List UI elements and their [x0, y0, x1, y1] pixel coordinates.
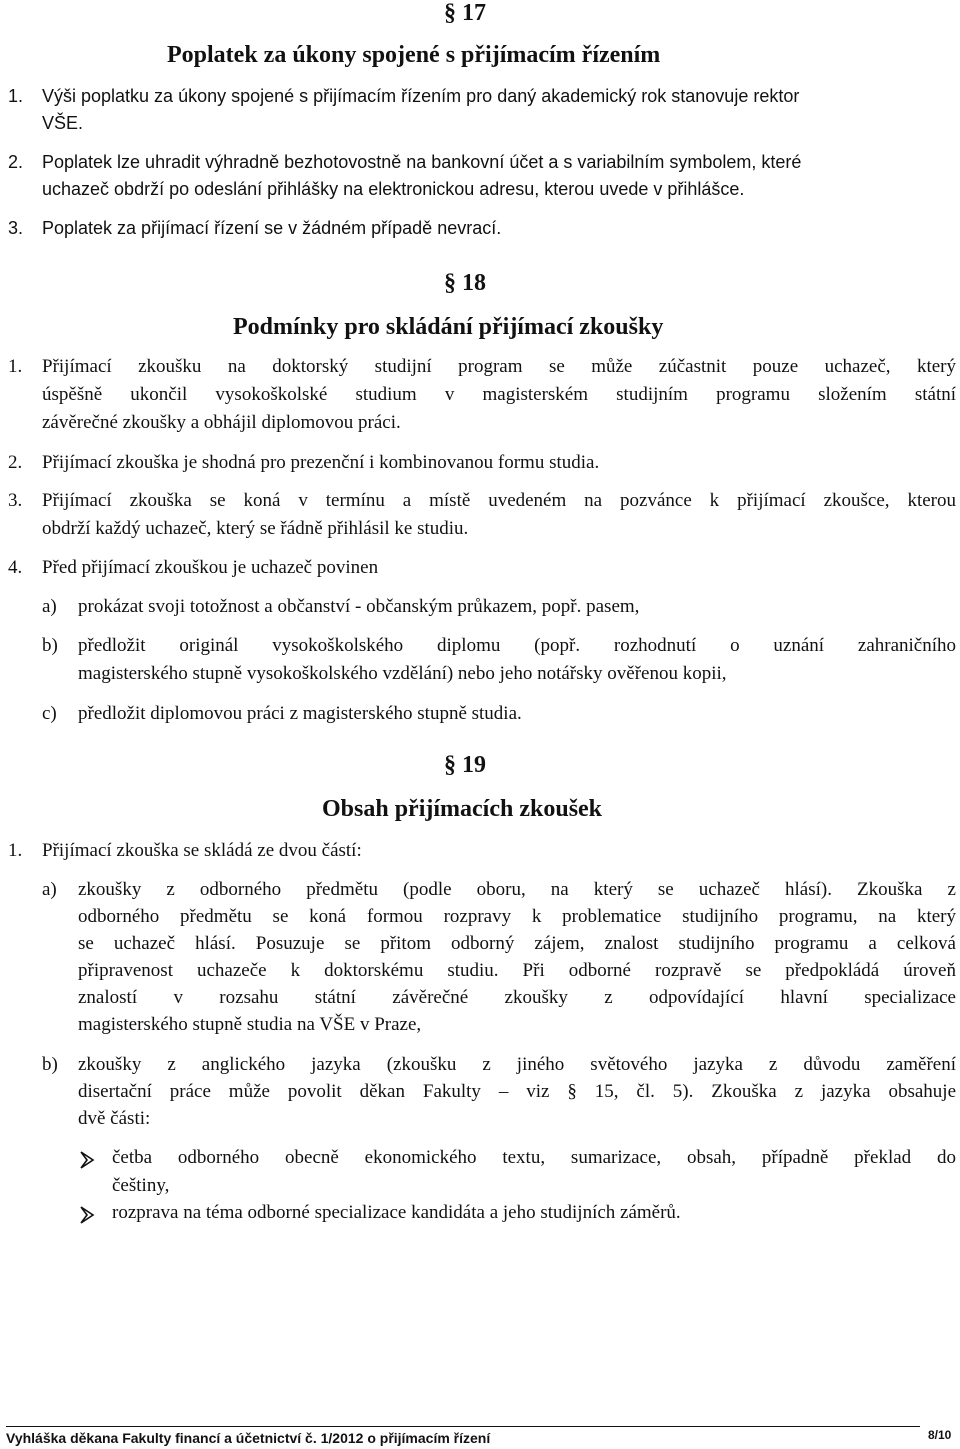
s18-sub-b-label: b) — [42, 635, 58, 656]
s18-sub-a-label: a) — [42, 596, 57, 617]
s17-item-3-line-1: Poplatek za přijímací řízení se v žádném případě nevrací. — [42, 218, 502, 238]
s18-sub-a-line-1: prokázat svoji totožnost a občanství - občanským průkazem, popř. pasem, — [78, 596, 640, 617]
s17-item-2-line-2: uchazeč obdrží po odeslání přihlášky na elektronickou adresu, kterou uvede v přihlášce. — [42, 179, 745, 199]
s19-sub-b-line-1: zkoušky z anglického jazyka (zkoušku z jiného světového jazyka z důvodu zaměření — [78, 1054, 956, 1075]
s18-sub-b-line-2: magisterského stupně vysokoškolského vzdělání) nebo jeho notářsky ověřenou kopii, — [78, 663, 727, 684]
s18-item-3-line-1: Přijímací zkouška se koná v termínu a místě uvedeném na pozvánce k přijímací zkoušce, kterou — [42, 490, 956, 511]
s17-item-1-number: 1. — [8, 86, 24, 106]
section-18-number: § 18 — [444, 270, 486, 296]
s18-item-4-number: 4. — [8, 557, 23, 578]
s18-sub-c-line-1: předložit diplomovou práci z magisterského stupně studia. — [78, 703, 522, 724]
s18-item-1-line-2: úspěšně ukončil vysokoškolské studium v magisterském studijním programu složením státní — [42, 384, 956, 405]
s19-bullet-1-line-1: četba odborného obecně ekonomického textu, sumarizace, obsah, případně překlad do — [112, 1147, 956, 1168]
s17-item-3-number: 3. — [8, 218, 24, 238]
s18-item-1-number: 1. — [8, 356, 23, 377]
s19-sub-b-label: b) — [42, 1054, 58, 1075]
s18-item-1-line-3: závěrečné zkoušky a obhájil diplomovou práci. — [42, 412, 401, 433]
s18-sub-c-label: c) — [42, 703, 57, 724]
s18-item-1-line-1: Přijímací zkoušku na doktorský studijní program se může zúčastnit pouze uchazeč, který — [42, 356, 956, 377]
s18-item-3-number: 3. — [8, 490, 23, 511]
s18-item-3-line-2: obdrží každý uchazeč, který se řádně přihlásil ke studiu. — [42, 518, 469, 539]
s17-item-1-line-2: VŠE. — [42, 113, 84, 133]
s19-sub-a-line-5: znalostí v rozsahu státní závěrečné zkoušky z odpovídající hlavní specializace — [78, 987, 956, 1008]
s19-item-1-number: 1. — [8, 840, 23, 861]
section-17-title: Poplatek za úkony spojené s přijímacím řízením — [167, 42, 661, 68]
section-18-title: Podmínky pro skládání přijímací zkoušky — [233, 314, 664, 340]
s18-sub-b-line-1: předložit originál vysokoškolského diplomu (popř. rozhodnutí o uznání zahraničního — [78, 635, 956, 656]
s18-item-2-number: 2. — [8, 452, 23, 473]
section-17-number: § 17 — [444, 0, 486, 26]
section-19-number: § 19 — [444, 752, 486, 778]
s19-sub-a-line-3: se uchazeč hlásí. Posuzuje se přitom odborný zájem, znalost studijního programu a celková — [78, 933, 956, 954]
s17-item-2-line-1: Poplatek lze uhradit výhradně bezhotovostně na bankovní účet a s variabilním symbolem, které — [42, 152, 802, 172]
s19-sub-a-line-1: zkoušky z odborného předmětu (podle oboru, na který se uchazeč hlásí). Zkouška z — [78, 879, 956, 900]
s19-sub-b-line-2: disertační práce může povolit děkan Fakulty – viz § 15, čl. 5). Zkouška z jazyka obsahuje — [78, 1081, 956, 1102]
arrow-bullet-icon — [78, 1205, 96, 1230]
s19-sub-a-label: a) — [42, 879, 57, 900]
arrow-bullet-icon — [78, 1150, 96, 1175]
s19-bullet-1-line-2: češtiny, — [112, 1175, 170, 1196]
s19-sub-b-line-3: dvě části: — [78, 1108, 151, 1129]
page-number: 8/10 — [928, 1428, 952, 1442]
s19-sub-a-line-4: připravenost uchazeče k doktorskému studiu. Při odborné rozpravě se předpokládá úroveň — [78, 960, 956, 981]
s18-item-4-line-1: Před přijímací zkouškou je uchazeč povinen — [42, 557, 379, 578]
s19-item-1-text: Přijímací zkouška se skládá ze dvou částí: — [42, 840, 362, 861]
s19-bullet-2-line-1: rozprava na téma odborné specializace kandidáta a jeho studijních záměrů. — [112, 1202, 681, 1223]
section-19-title: Obsah přijímacích zkoušek — [322, 796, 603, 822]
s18-item-2-line-1: Přijímací zkouška je shodná pro prezenční i kombinovanou formu studia. — [42, 452, 600, 473]
footer-divider — [6, 1426, 920, 1427]
s17-item-2-number: 2. — [8, 152, 24, 172]
s19-sub-a-line-6: magisterského stupně studia na VŠE v Praze, — [78, 1014, 422, 1035]
s17-item-1-line-1: Výši poplatku za úkony spojené s přijímacím řízením pro daný akademický rok stanovuje rektor — [42, 86, 800, 106]
s19-sub-a-line-2: odborného předmětu se koná formou rozpravy k problematice studijního programu, na který — [78, 906, 956, 927]
footer-text: Vyhláška děkana Fakulty financí a účetnictví č. 1/2012 o přijímacím řízení — [6, 1430, 491, 1446]
